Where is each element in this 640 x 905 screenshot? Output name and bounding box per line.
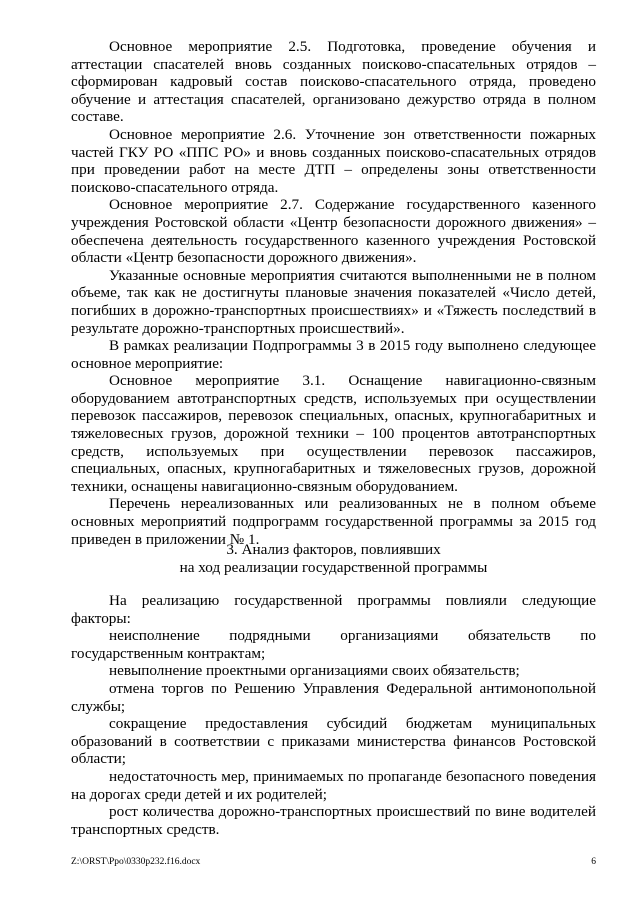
report-body <box>71 38 596 548</box>
paragraph-measure-2-7: Основное мероприятие 2.7. Содержание государственного казенного учреждения Ростовской области «Центр безопасности дорожного движения» – обеспечена деятельность государственного казенного учреждения Ростовской области «Центр безопасности дорожного движения». <box>71 196 596 267</box>
section-title-line-1: 3. Анализ факторов, повлиявших <box>226 541 441 558</box>
paragraph-measure-2-5: Основное мероприятие 2.5. Подготовка, проведение обучения и аттестации спасателей вновь созданных поисково-спасательных отрядов – сформирован кадровый состав поисково-спасательного отряда, проведено обучение и аттестация спасателей, организовано дежурство отряда в полном составе. <box>71 38 596 126</box>
factor-item: рост количества дорожно-транспортных происшествий по вине водителей транспортных средств. <box>71 803 596 838</box>
page-number: 6 <box>591 857 596 867</box>
factor-item: отмена торгов по Решению Управления Федеральной антимонопольной службы; <box>71 679 596 715</box>
factor-item: недостаточность мер, принимаемых по пропаганде безопасного поведения на дорогах среди детей и их родителей; <box>71 767 596 803</box>
section-heading <box>71 541 596 576</box>
paragraph-measure-2-6: Основное мероприятие 2.6. Уточнение зон ответственности пожарных частей ГКУ РО «ППС РО» и вновь созданных поисково-спасательных отрядов при проведении работ на месте ДТП – определены зоны ответственности поисково-спасательного отряда. <box>71 125 596 196</box>
paragraph-partial-completion: Указанные основные мероприятия считаются выполненными не в полном объеме, так как не достигнуты плановые значения показателей «Число детей, погибших в дорожно-транспортных происшествиях» и «Тяжесть последствий в результате дорожно-транспортных происшествий». <box>71 266 596 337</box>
paragraph-subprogram-3-intro: В рамках реализации Подпрограммы 3 в 2015 году выполнено следующее основное мероприятие: <box>71 337 596 372</box>
factor-item: сокращение предоставления субсидий бюджетам муниципальных образований в соответствии с приказами министерства финансов Ростовской области; <box>71 715 596 768</box>
factors-section <box>71 592 596 838</box>
factor-item: неисполнение подрядными организациями обязательств по государственным контрактам; <box>71 627 596 662</box>
section-title-line-2: на ход реализации государственной программы <box>179 558 488 576</box>
factors-intro: На реализацию государственной программы повлияли следующие факторы: <box>71 592 596 627</box>
footer-file-path: Z:\ORST\Ppo\0330p232.f16.docx <box>71 857 201 867</box>
factor-item: невыполнение проектными организациями своих обязательств; <box>109 662 520 680</box>
paragraph-unrealized-list: Перечень нереализованных или реализованных не в полном объеме основных мероприятий подпрограмм государственной программы за 2015 год приведен в приложении № 1. <box>71 495 596 548</box>
paragraph-measure-3-1: Основное мероприятие 3.1. Оснащение навигационно-связным оборудованием автотранспортных средств, используемых при осуществлении перевозок пассажиров, перевозок специальных, опасных, крупногабаритных и тяжеловесных грузов, дорожной техники – 100 процентов автотранспортных средств, используемых при осуществлении перевозок пассажиров, специальных, опасных, крупногабаритных и тяжеловесных грузов, дорожной техники, оснащены навигационно-связным оборудованием. <box>71 372 596 495</box>
